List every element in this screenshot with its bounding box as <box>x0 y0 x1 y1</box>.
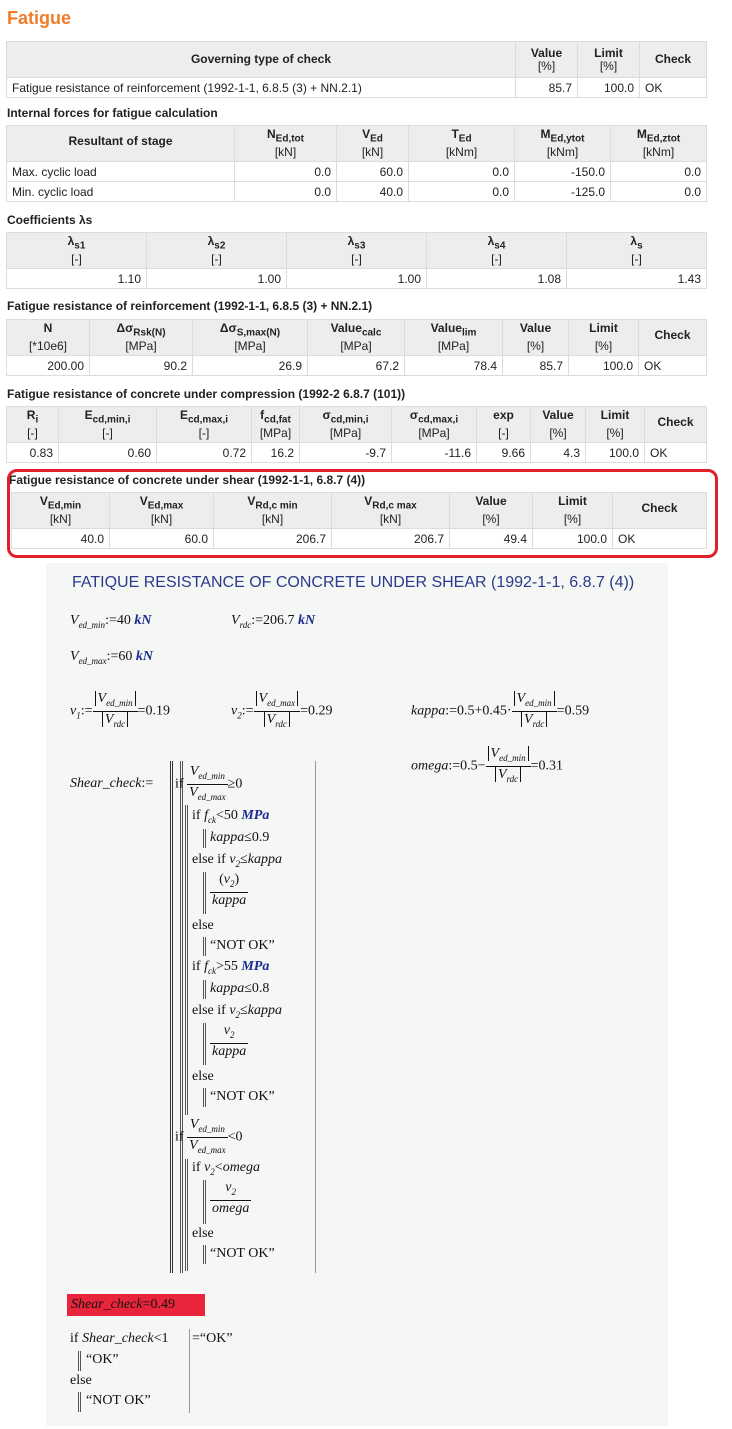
table-cell: 100.0 <box>586 443 645 463</box>
table-cell: 26.9 <box>193 356 308 376</box>
col-header: Value$_{calc}$ [MPa] <box>308 320 405 356</box>
col-header: $V_{Ed,min}$ [kN] <box>12 493 110 529</box>
table-cell: 200.00 <box>7 356 90 376</box>
table-cell: 4.3 <box>531 443 586 463</box>
col-header-limit: Limit [%] <box>578 42 640 78</box>
table-cell: OK <box>645 443 707 463</box>
not-ok-text: “NOT OK” <box>210 1089 275 1104</box>
governing-check-cell: OK <box>640 78 707 98</box>
header-row <box>7 320 707 356</box>
table-cell: Min. cyclic load <box>7 182 235 202</box>
reinforcement-table <box>6 319 707 376</box>
table-row <box>7 182 707 202</box>
governing-table <box>6 41 707 98</box>
col-header: Check <box>639 320 707 356</box>
col-header: $V_{Rd,c max}$ [kN] <box>332 493 450 529</box>
math-title: FATIQUE RESISTANCE OF CONCRETE UNDER SHEAR (1992-1-1, 6.8.7 (4)) <box>72 574 635 591</box>
program-bar <box>78 1351 81 1371</box>
col-header: Value$_{lim}$ [MPa] <box>405 320 503 356</box>
ok-text: “OK” <box>86 1352 119 1367</box>
col-header: $f_{cd,fat}$ [MPa] <box>252 407 300 443</box>
col-header: $E_{cd,max,i}$ [-] <box>157 407 252 443</box>
table-cell: 40.0 <box>12 529 110 549</box>
shear-check-result: Shear_check=0.49 <box>67 1294 205 1316</box>
vrdc-definition: $V_{rdc}:=206.7$ kN <box>231 613 316 630</box>
table-cell: 0.0 <box>611 182 707 202</box>
table-row <box>7 443 707 463</box>
table-cell: OK <box>613 529 707 549</box>
else-label: else <box>192 918 214 933</box>
col-header: $M_{Ed,ztot}$ [kNm] <box>611 126 707 162</box>
governing-type-cell: Fatigue resistance of reinforcement (1992-1-1, 6.8.5 (3) + NN.2.1) <box>7 78 516 98</box>
table-cell: 0.0 <box>235 182 337 202</box>
header-row <box>12 493 707 529</box>
math-worksheet <box>46 563 668 1426</box>
shear-table <box>11 492 707 549</box>
table-cell: 78.4 <box>405 356 503 376</box>
table-cell: 40.0 <box>337 182 409 202</box>
col-header: Limit [%] <box>586 407 645 443</box>
section-title-reinforcement: Fatigue resistance of reinforcement (1992-1-1, 6.8.5 (3) + NN.2.1) <box>7 299 373 313</box>
omega-definition: omega:=0.5− $\frac{V_{ed\_min}}{V_{rdc}}$ =0.31 <box>411 746 563 784</box>
col-header: $M_{Ed,ytot}$ [kNm] <box>515 126 611 162</box>
governing-value-cell: 85.7 <box>516 78 578 98</box>
table-cell: OK <box>639 356 707 376</box>
table-cell: 1.43 <box>567 269 707 289</box>
if-fck-lt-50: if $f_{ck}<50$ MPa <box>192 808 270 825</box>
table-cell: 49.4 <box>450 529 533 549</box>
col-header: $\Delta\sigma_{S,max(N)}$ [MPa] <box>193 320 308 356</box>
program-bar <box>78 1392 81 1412</box>
internal-forces-table <box>6 125 707 202</box>
section-title-compression: Fatigue resistance of concrete under compression (1992-2 6.8.7 (101)) <box>7 387 406 401</box>
col-header: $V_{Ed}$ [kN] <box>337 126 409 162</box>
table-row <box>7 356 707 376</box>
table-cell: 0.0 <box>235 162 337 182</box>
final-right-bar <box>187 1329 190 1413</box>
nu2-over-kappa: $\frac{(\nu_2)}{\text{kappa}}$ <box>212 872 247 908</box>
table-cell: 206.7 <box>332 529 450 549</box>
page-title: Fatigue <box>7 8 72 28</box>
table-cell: 0.0 <box>409 182 515 202</box>
table-row <box>12 529 707 549</box>
not-ok-text: “NOT OK” <box>210 938 275 953</box>
col-header: exp [-] <box>477 407 531 443</box>
program-bar <box>203 980 206 999</box>
col-header: $\lambda_{s2}$ [-] <box>147 233 287 269</box>
program-bar <box>203 829 206 848</box>
compression-table <box>6 406 707 463</box>
table-cell: 1.08 <box>427 269 567 289</box>
col-header: $\lambda_s$ [-] <box>567 233 707 269</box>
if-ratio-lt-zero: if $\frac{V_{ed\_min}}{V_{ed\_max}}$ <0 <box>175 1117 243 1155</box>
table-cell: -125.0 <box>515 182 611 202</box>
if-fck-gt-55: if $f_{ck}>55$ MPa <box>192 959 270 976</box>
table-cell: 0.0 <box>409 162 515 182</box>
col-header: Value [%] <box>450 493 533 529</box>
col-header: $\lambda_{s3}$ [-] <box>287 233 427 269</box>
not-ok-text: “NOT OK” <box>210 1246 275 1261</box>
table-cell: 1.00 <box>287 269 427 289</box>
col-header: $E_{cd,min,i}$ [-] <box>59 407 157 443</box>
final-result: =“OK” <box>192 1331 233 1346</box>
section-title-coefficients: Coefficients λs <box>7 213 93 227</box>
program-bar <box>203 937 206 956</box>
col-header: Limit [%] <box>533 493 613 529</box>
table-cell: 1.00 <box>147 269 287 289</box>
col-header: $\lambda_{s1}$ [-] <box>7 233 147 269</box>
not-ok-text: “NOT OK” <box>86 1393 151 1408</box>
table-cell: 85.7 <box>503 356 569 376</box>
nu2-over-kappa: $\frac{\nu_2}{\text{kappa}}$ <box>212 1023 247 1059</box>
col-header: Resultant of stage <box>7 126 235 162</box>
else-if-nu2-le-kappa: else if $\nu_2\le kappa$ <box>192 852 282 869</box>
col-header: $\sigma_{cd,max,i}$ [MPa] <box>392 407 477 443</box>
col-header: Check <box>613 493 707 529</box>
table-cell: 67.2 <box>308 356 405 376</box>
kappa-le-08: kappa≤0.8 <box>210 981 270 996</box>
nu2-over-omega: $\frac{\nu_2}{\text{omega}}$ <box>212 1180 250 1216</box>
else-label: else <box>192 1069 214 1084</box>
col-header: $V_{Rd,c min}$ [kN] <box>214 493 332 529</box>
table-cell: 206.7 <box>214 529 332 549</box>
else-if-nu2-le-kappa: else if $\nu_2\le kappa$ <box>192 1003 282 1020</box>
col-header-check: Check <box>640 42 707 78</box>
section-title-internal-forces: Internal forces for fatigue calculation <box>7 106 218 120</box>
col-header: Value [%] <box>503 320 569 356</box>
if-ratio-ge-zero: if $\frac{V_{ed\_min}}{V_{ed\_max}}$ ≥0 <box>175 764 243 802</box>
ved-min-definition: $V_{ed\_min}:=40$ kN <box>70 613 152 630</box>
program-bar <box>203 1088 206 1107</box>
table-cell: 60.0 <box>337 162 409 182</box>
governing-limit-cell: 100.0 <box>578 78 640 98</box>
table-cell: -11.6 <box>392 443 477 463</box>
program-right-bar <box>312 761 316 1273</box>
col-header: Check <box>645 407 707 443</box>
col-header: $T_{Ed}$ [kNm] <box>409 126 515 162</box>
coefficients-table <box>6 232 707 289</box>
table-row <box>7 78 707 98</box>
col-header: $N_{Ed,tot}$ [kN] <box>235 126 337 162</box>
table-cell: 100.0 <box>569 356 639 376</box>
nu2-definition: $\nu_2:=$ $\frac{V_{ed\_max}}{V_{rdc}}$ =0.29 <box>231 691 333 729</box>
ved-max-definition: $V_{ed\_max}:=60$ kN <box>70 649 153 666</box>
col-header: $\sigma_{cd,min,i}$ [MPa] <box>300 407 392 443</box>
kappa-definition: kappa:=0.5+0.45· $\frac{V_{ed\_min}}{V_{rdc}}$ =0.59 <box>411 691 590 729</box>
table-cell: 0.83 <box>7 443 59 463</box>
table-cell: 90.2 <box>90 356 193 376</box>
table-cell: 60.0 <box>110 529 214 549</box>
col-header: Limit [%] <box>569 320 639 356</box>
else-label: else <box>70 1373 92 1388</box>
if-nu2-lt-omega: if $\nu_2<omega$ <box>192 1160 261 1177</box>
final-if-shear-check-lt-1: if Shear_check<1 <box>70 1331 169 1346</box>
program-bar <box>203 1023 206 1065</box>
table-row <box>7 162 707 182</box>
col-header-value: Value [%] <box>516 42 578 78</box>
program-bar <box>203 1245 206 1264</box>
table-cell: 1.10 <box>7 269 147 289</box>
table-cell: -150.0 <box>515 162 611 182</box>
col-header: N [*10e6] <box>7 320 90 356</box>
col-header-type: Governing type of check <box>7 42 516 78</box>
table-cell: 0.60 <box>59 443 157 463</box>
program-bar-inner <box>180 761 183 1273</box>
table-cell: 16.2 <box>252 443 300 463</box>
program-bar-branch2 <box>185 1159 188 1271</box>
col-header: $\Delta\sigma_{Rsk(N)}$ [MPa] <box>90 320 193 356</box>
col-header: Value [%] <box>531 407 586 443</box>
table-cell: -9.7 <box>300 443 392 463</box>
else-label: else <box>192 1226 214 1241</box>
table-cell: 0.72 <box>157 443 252 463</box>
table-cell: 0.0 <box>611 162 707 182</box>
col-header: $R_i$ [-] <box>7 407 59 443</box>
program-bar <box>203 872 206 914</box>
shear-check-label: Shear_check:= <box>70 776 154 791</box>
table-cell: 9.66 <box>477 443 531 463</box>
program-bar-outer <box>170 761 173 1273</box>
col-header: $V_{Ed,max}$ [kN] <box>110 493 214 529</box>
nu1-definition: $\nu_1:=$ $\frac{V_{ed\_min}}{V_{rdc}}$ =0.19 <box>70 691 170 729</box>
header-row <box>7 233 707 269</box>
kappa-le-09: kappa≤0.9 <box>210 830 270 845</box>
section-title-shear: Fatigue resistance of concrete under shear (1992-1-1, 6.8.7 (4)) <box>9 473 366 487</box>
header-row <box>7 407 707 443</box>
table-cell: 100.0 <box>533 529 613 549</box>
program-bar-branch1 <box>185 805 188 1115</box>
table-cell: Max. cyclic load <box>7 162 235 182</box>
program-bar <box>203 1180 206 1224</box>
header-row <box>7 126 707 162</box>
table-row <box>7 269 707 289</box>
col-header: $\lambda_{s4}$ [-] <box>427 233 567 269</box>
